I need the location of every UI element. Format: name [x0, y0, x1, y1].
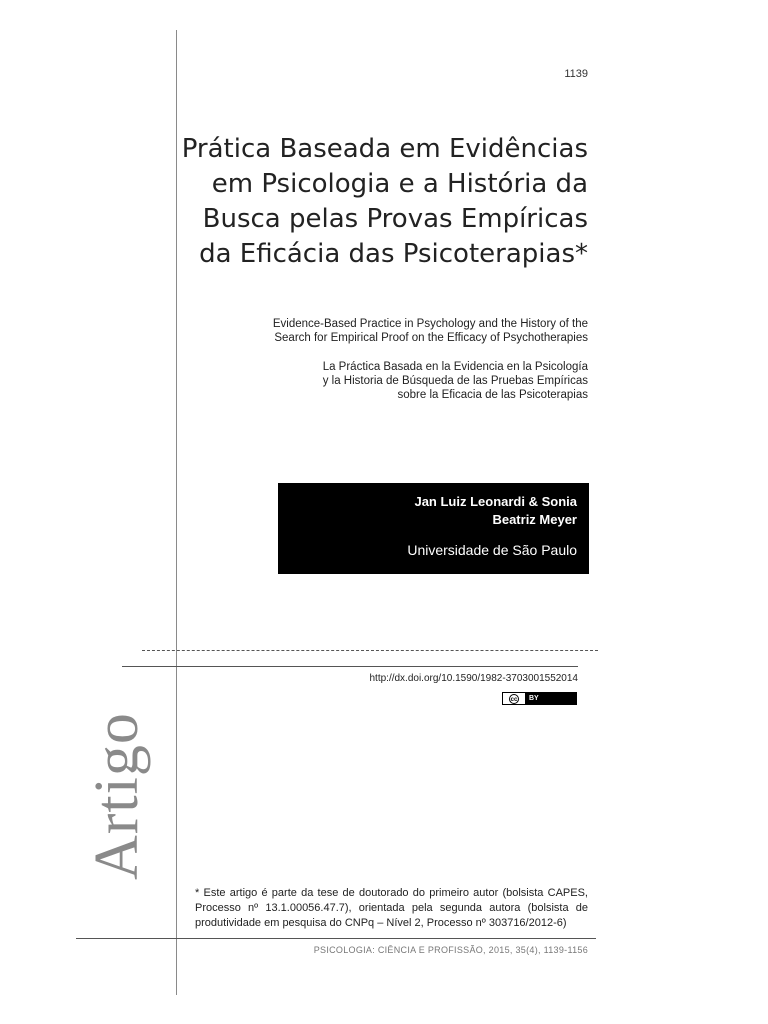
title-line: Busca pelas Provas Empíricas [202, 204, 588, 234]
spanish-title-line: sobre la Eficacia de las Psicoterapias [397, 389, 588, 401]
footnote: * Este artigo é parte da tese de doutorado do primeiro autor (bolsista CAPES, Processo nº 13.1.00056.47.7), orientada pela segunda autora (bolsista de produtividade em pesquisa do CNPq – Nível 2, Processo nº 303716/2012-6) [195, 887, 588, 929]
title-line: Prática Baseada em Evidências [181, 134, 588, 164]
spanish-title [188, 360, 588, 402]
author-line: Jan Luiz Leonardi & Sonia [414, 494, 577, 509]
affiliation: Universidade de São Paulo [407, 542, 577, 558]
title-line: em Psicologia e a História da [211, 169, 588, 199]
cc-icon-wrap [503, 693, 525, 704]
spanish-title-line: La Práctica Basada en la Evidencia en la Psicología [322, 361, 588, 373]
english-title [188, 317, 588, 345]
creative-commons-icon: cc [509, 694, 519, 704]
section-label: Artigo [83, 712, 151, 880]
spanish-title-line: y la Historia de Búsqueda de las Pruebas Empíricas [322, 375, 588, 387]
article-title [148, 132, 588, 272]
cc-by-license-badge[interactable] [502, 692, 577, 705]
english-title-line: Search for Empirical Proof on the Efficacy of Psychotherapies [274, 332, 588, 344]
english-title-line: Evidence-Based Practice in Psychology and the History of the [272, 318, 588, 330]
doi-link[interactable]: http://dx.doi.org/10.1590/1982-3703001552014 [369, 673, 578, 684]
title-line: da Eficácia das Psicoterapias* [199, 239, 588, 269]
dashed-divider [142, 650, 598, 651]
by-label: BY [525, 693, 576, 704]
author-names [278, 493, 577, 529]
author-box [278, 483, 589, 574]
horizontal-rule [122, 666, 578, 667]
author-line: Beatriz Meyer [492, 512, 577, 527]
footer-rule [76, 938, 596, 939]
journal-footer: PSICOLOGIA: CIÊNCIA E PROFISSÃO, 2015, 35(4), 1139-1156 [313, 945, 588, 955]
page-number: 1139 [564, 68, 588, 80]
